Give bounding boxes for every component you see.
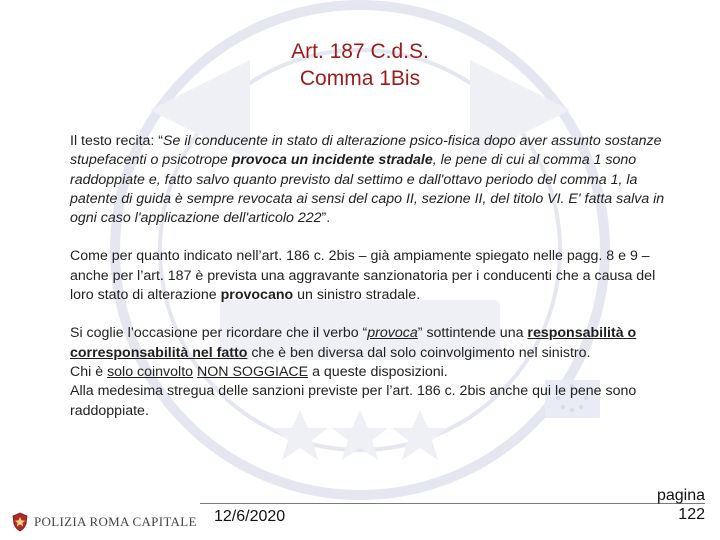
paragraph-explanation: [70, 247, 675, 305]
reminder-text-3: che è ben diversa dal solo coinvolgimento nel sinistro.: [247, 344, 591, 361]
slide-title: [0, 38, 720, 92]
footer-logo: [12, 510, 197, 534]
title-line-2: Comma 1Bis: [299, 67, 421, 90]
title-line-1: Art. 187 C.d.S.: [291, 40, 429, 63]
slide-body: [70, 132, 675, 421]
reminder-verb: provoca: [367, 325, 418, 342]
quote-lead: Il testo recita: “: [70, 133, 164, 149]
page-number: 122: [678, 506, 705, 523]
quote-emphasis: provoca un incidente stradale: [231, 152, 433, 169]
footer-date: 12/6/2020: [214, 508, 286, 525]
paragraph-penalties: [70, 382, 675, 421]
logo-text: POLIZIA ROMA CAPITALE: [34, 514, 197, 529]
quote-close: ”.: [321, 210, 331, 227]
involved-emphasis-2: NON SOGGIACE: [196, 363, 309, 380]
involved-emphasis-1: solo coinvolto: [107, 363, 194, 380]
explanation-text-2: un sinistro stradale.: [293, 287, 421, 304]
penalties-text: Alla medesima stregua delle sanzioni previste per l’art. 186 c. 2bis anche qui le pene sono raddoppiate.: [70, 383, 637, 419]
involved-text-2: a queste disposizioni.: [308, 363, 448, 380]
paragraph-quote: [70, 132, 675, 228]
page-number-block: [615, 486, 705, 524]
involved-text-1: Chi è: [70, 363, 108, 380]
explanation-text-1: Come per quanto indicato nell’art. 186 c. 2bis – già ampiamente spiegato nelle pagg. 8 e 9 – anche per l’art. 187 è prevista una aggravante sanzionatoria per i conducenti che a causa del loro stato di alterazione: [70, 248, 656, 304]
reminder-text-1: Si coglie l’occasione per ricordare che il verbo “: [70, 325, 368, 342]
paragraph-reminder: [70, 324, 675, 363]
paragraph-involved: [70, 363, 675, 382]
police-badge-icon: [12, 512, 28, 532]
reminder-text-2: ” sottintende una: [417, 325, 528, 342]
quote-text-1: Se il conducente in stato di alterazione psico-fisica dopo aver assunto sostanze stupefacenti o psicotrope: [70, 133, 662, 169]
page-label: pagina: [656, 487, 705, 504]
explanation-emphasis: provocano: [220, 287, 294, 304]
quote-text-2: , le pene di cui al comma 1 sono raddoppiate e, fatto salvo quanto previsto dal settimo e dall'ottavo periodo del comma 1, la patente di guida è sempre revocata ai sensi del capo II, sezione II, del titolo VI. E' fatta salva in ogni caso l'applicazione dell'articolo 222: [70, 152, 665, 227]
reminder-emphasis: responsabilità o corresponsabilità nel fatto: [70, 325, 637, 361]
